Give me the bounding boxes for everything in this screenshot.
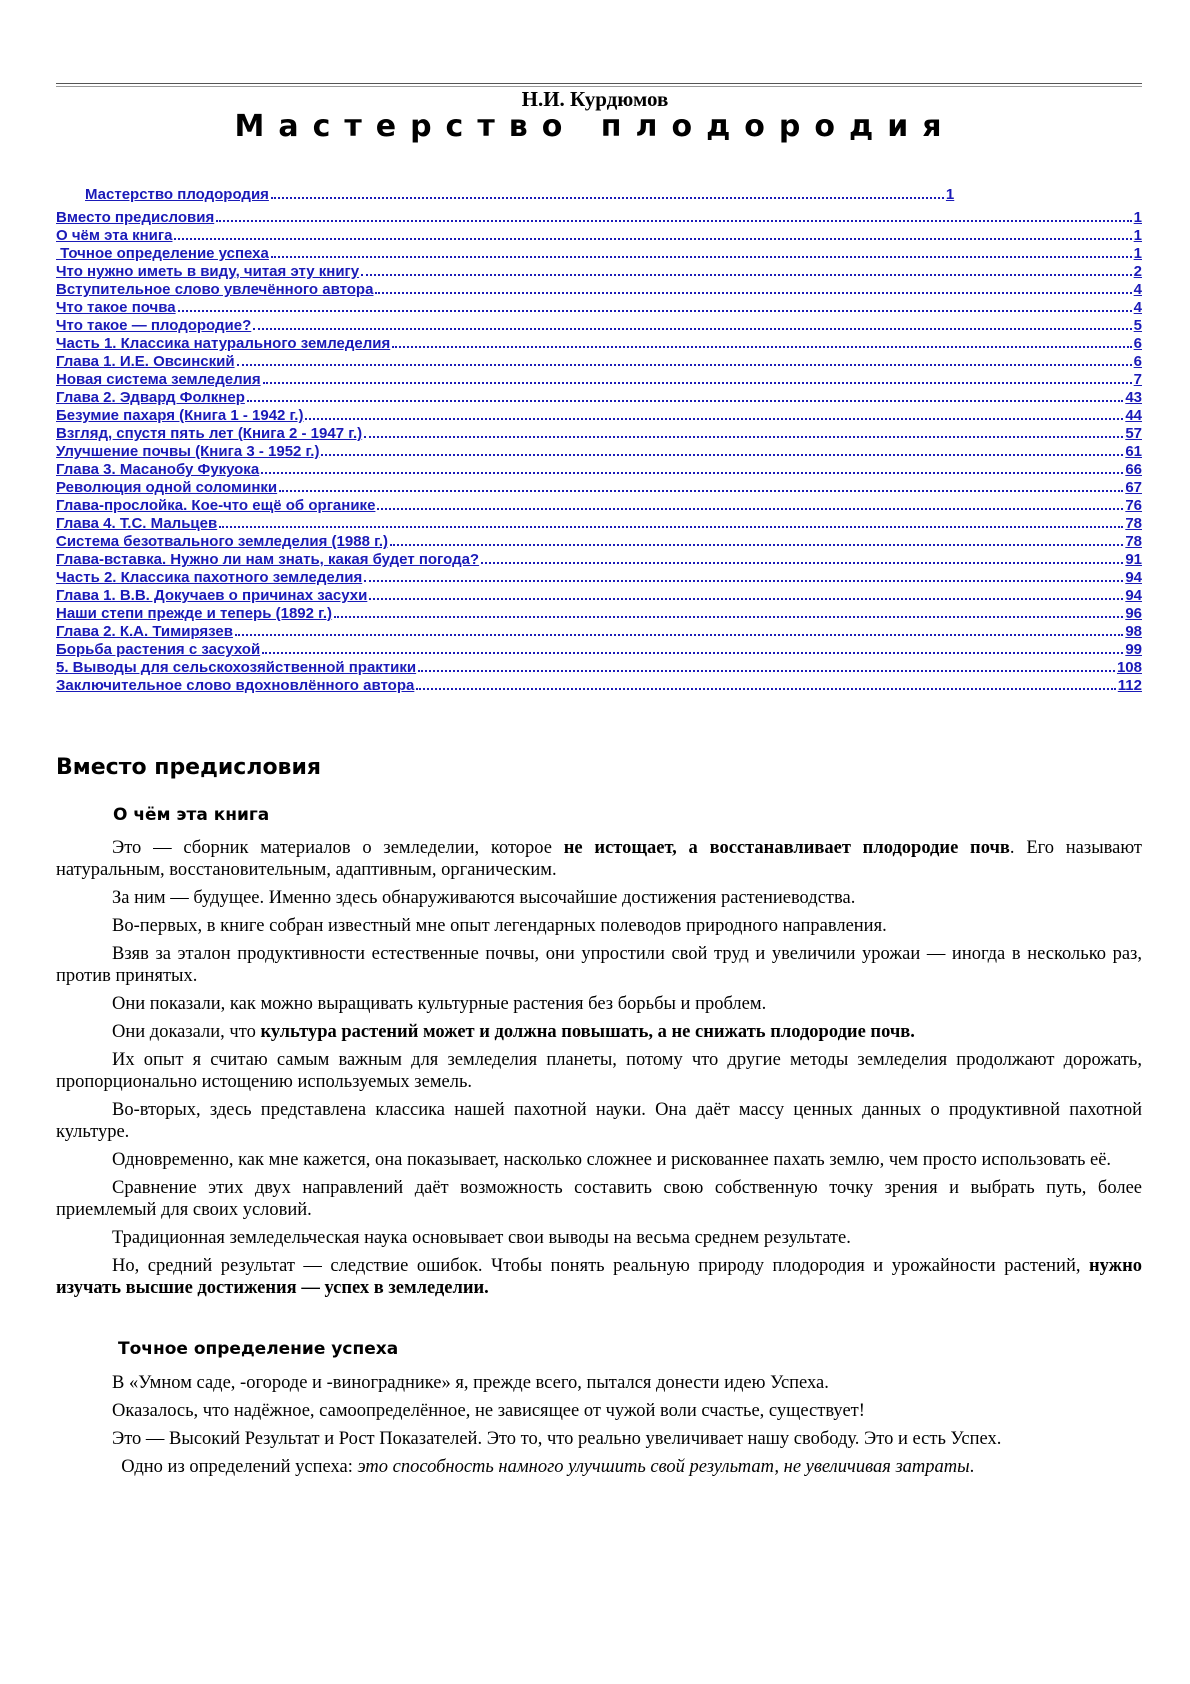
toc-page-number: 94 [1125,569,1142,586]
paragraph: Во-вторых, здесь представлена классика нашей пахотной науки. Она даёт массу ценных данных о продуктивной пахотной культуре. [56,1100,1142,1142]
toc-link[interactable] [56,641,1142,659]
toc-link-title[interactable] [56,186,1142,204]
toc-link[interactable] [56,281,1142,299]
toc-link-label: Революция одной соломинки [56,479,278,496]
toc-link[interactable] [56,569,1142,587]
toc-link[interactable] [56,533,1142,551]
toc-page-number: 112 [1117,677,1142,694]
toc-page-number: 108 [1116,659,1142,676]
toc-page-number: 1 [1133,227,1142,244]
author-name: Н.И. Курдюмов [521,87,669,111]
toc-leader-dots [247,400,1123,402]
toc-page-number: 2 [1133,263,1142,280]
toc-page-number: 1 [1133,209,1142,226]
toc-link-label: Часть 2. Классика пахотного земледелия [56,569,363,586]
toc-leader-dots [219,526,1123,528]
toc-page-number: 44 [1125,407,1142,424]
toc-leader-dots [279,490,1123,492]
paragraph: За ним — будущее. Именно здесь обнаруживаются высочайшие достижения растениеводства. [112,888,856,908]
toc-page-number: 61 [1125,443,1142,460]
toc-leader-dots [364,580,1123,582]
toc-link[interactable] [56,407,1142,425]
toc-link-label: Глава 2. Эдвард Фолкнер [56,389,245,406]
toc-leader-dots [271,256,1132,258]
toc-leader-dots [321,454,1123,456]
section-heading: Вместо предисловия [56,755,322,780]
toc-link-label: 5. Выводы для сельскохозяйственной практики [56,659,417,676]
toc-leader-dots [416,688,1115,690]
toc-page-number: 66 [1125,461,1142,478]
toc-page-number: 94 [1125,587,1142,604]
toc-page-number: 78 [1125,533,1142,550]
toc-link-label: Глава 1. В.В. Докучаев о причинах засухи [56,587,368,604]
toc-leader-dots [377,508,1123,510]
toc-link[interactable] [56,443,1142,461]
paragraph: Одно из определений успеха: это способность намного улучшить свой результат, не увеличивая затраты. [112,1457,975,1477]
toc-leader-dots [481,562,1123,564]
toc-leader-dots [361,274,1132,276]
toc-link-label: Улучшение почвы (Книга 3 - 1952 г.) [56,443,320,460]
toc-link-label: Вместо предисловия [56,209,215,226]
toc-leader-dots [235,634,1123,636]
toc-link-label: Новая система земледелия [56,371,261,388]
toc-link[interactable] [56,353,1142,371]
toc-items [56,209,1142,695]
toc-page-number: 4 [1133,299,1142,316]
toc-leader-dots [263,382,1132,384]
toc-page-number: 4 [1133,281,1142,298]
toc-link-label: О чём эта книга [56,227,173,244]
toc-leader-dots [418,670,1115,672]
paragraph: Они доказали, что культура растений может и должна повышать, а не снижать плодородие почв. [112,1022,915,1042]
subsection-heading-about: О чём эта книга [113,805,270,825]
toc-link[interactable] [56,425,1142,443]
section-body-success [56,1372,1142,1484]
toc-link[interactable] [56,371,1142,389]
toc-leader-dots [237,364,1132,366]
toc-link-label: Глава 1. И.Е. Овсинский [56,353,235,370]
paragraph: Оказалось, что надёжное, самоопределённое, не зависящее от чужой воли счастье, существует! [112,1401,865,1421]
toc-link-label: Что такое — плодородие? [56,317,252,334]
toc-page-number: 99 [1125,641,1142,658]
toc-leader-dots [216,220,1131,222]
toc-link-label: Глава-прослойка. Кое-что ещё об органике [56,497,376,514]
toc-page-number: 67 [1125,479,1142,496]
paragraph: Они показали, как можно выращивать культурные растения без борьбы и проблем. [112,994,767,1014]
paragraph: В «Умном саде, -огороде и -винограднике» я, прежде всего, пытался донести идею Успеха. [112,1373,829,1393]
toc-leader-dots [174,238,1131,240]
toc-link[interactable] [56,263,1142,281]
toc-page-number: 78 [1125,515,1142,532]
toc-leader-dots [334,616,1123,618]
toc-link-label: Взгляд, спустя пять лет (Книга 2 - 1947 г.) [56,425,363,442]
paragraph: Традиционная земледельческая наука основывает свои выводы на весьма среднем результате. [112,1228,851,1248]
toc-link-label: Что такое почва [56,299,176,316]
toc-page-number: 98 [1125,623,1142,640]
toc-link[interactable] [56,587,1142,605]
toc-page-number: 43 [1125,389,1142,406]
toc-link-label: Борьба растения с засухой [56,641,261,658]
toc-page-number: 5 [1133,317,1142,334]
toc-leader-dots [375,292,1131,294]
toc-link-label: Мастерство плодородия [85,186,269,203]
toc-link-label: Точное определение успеха [56,245,269,262]
toc-link[interactable] [56,317,1142,335]
toc-link-label: Часть 1. Классика натурального земледелия [56,335,391,352]
paragraph: Их опыт я считаю самым важным для земледелия планеты, потому что другие методы земледелия продолжают дорожать, пропорционально истощению используемых земель. [56,1050,1142,1092]
toc-page-number: 96 [1125,605,1142,622]
toc-link[interactable] [56,299,1142,317]
paragraph: Одновременно, как мне кажется, она показывает, насколько сложнее и рискованнее пахать землю, чем просто использовать её. [112,1150,1112,1170]
toc-link[interactable] [56,623,1142,641]
toc-link-label: Глава 4. Т.С. Мальцев [56,515,218,532]
toc-link[interactable] [56,497,1142,515]
toc-link[interactable] [56,389,1142,407]
toc-link[interactable] [56,677,1142,695]
subsection-heading-success: Точное определение успеха [118,1339,399,1359]
toc-page-number: 7 [1133,371,1142,388]
toc-leader-dots [392,346,1131,348]
toc-leader-dots [253,328,1131,330]
top-rule [56,83,1142,84]
paragraph: Это — сборник материалов о земледелии, которое не истощает, а восстанавливает плодородие почв. Его называют натуральным, восстановительным, адаптивным, органическим. [56,838,1142,880]
toc-link[interactable] [56,605,1142,623]
toc-leader-dots [305,418,1123,420]
toc-link-label: Вступительное слово увлечённого автора [56,281,374,298]
toc-link[interactable] [56,515,1142,533]
paragraph: Это — Высокий Результат и Рост Показателей. Это то, что реально увеличивает нашу свободу. Это и есть Успех. [112,1429,1002,1449]
toc-link[interactable] [56,335,1142,353]
toc-link[interactable] [56,461,1142,479]
paragraph: Взяв за эталон продуктивности естественные почвы, они упростили свой труд и увеличили урожаи — иногда в несколько раз, против принятых. [56,944,1142,986]
toc-page-number: 1 [945,186,955,203]
toc-leader-dots [271,197,944,199]
toc-link-label: Что нужно иметь в виду, читая эту книгу [56,263,360,280]
book-title: Мастерство плодородия [234,109,956,144]
paragraph: Во-первых, в книге собран известный мне опыт легендарных полеводов природного направления. [112,916,887,936]
toc-link-label: Глава-вставка. Нужно ли нам знать, какая будет погода? [56,551,480,568]
toc-link[interactable] [56,551,1142,569]
toc-link-label: Глава 3. Масанобу Фукуока [56,461,260,478]
toc-page-number: 76 [1125,497,1142,514]
toc-link[interactable] [56,479,1142,497]
toc-leader-dots [364,436,1123,438]
paragraph: Сравнение этих двух направлений даёт возможность составить свою собственную точку зрения и выбрать путь, более приемлемый для своих условий. [56,1178,1142,1220]
table-of-contents [56,186,1142,695]
toc-link[interactable] [56,659,1142,677]
toc-link[interactable] [56,209,1142,227]
toc-page-number: 57 [1125,425,1142,442]
toc-leader-dots [262,652,1123,654]
toc-leader-dots [261,472,1123,474]
toc-leader-dots [178,310,1132,312]
toc-link-label: Система безотвального земледелия (1988 г.) [56,533,388,550]
toc-link-label: Безумие пахаря (Книга 1 - 1942 г.) [56,407,304,424]
toc-link-label: Наши степи прежде и теперь (1892 г.) [56,605,333,622]
section-body-about [56,837,1142,1305]
toc-page-number: 6 [1133,353,1142,370]
toc-page-number: 91 [1125,551,1142,568]
toc-link[interactable] [56,227,1142,245]
toc-leader-dots [369,598,1123,600]
paragraph: Но, средний результат — следствие ошибок. Чтобы понять реальную природу плодородия и урожайности растений, нужно изучать высшие достижения — успех в земледелии. [56,1256,1142,1298]
toc-page-number: 1 [1133,245,1142,262]
toc-leader-dots [390,544,1123,546]
toc-page-number: 6 [1133,335,1142,352]
toc-link[interactable] [56,245,1142,263]
toc-link-label: Заключительное слово вдохновлённого автора [56,677,415,694]
toc-link-label: Глава 2. К.А. Тимирязев [56,623,233,640]
